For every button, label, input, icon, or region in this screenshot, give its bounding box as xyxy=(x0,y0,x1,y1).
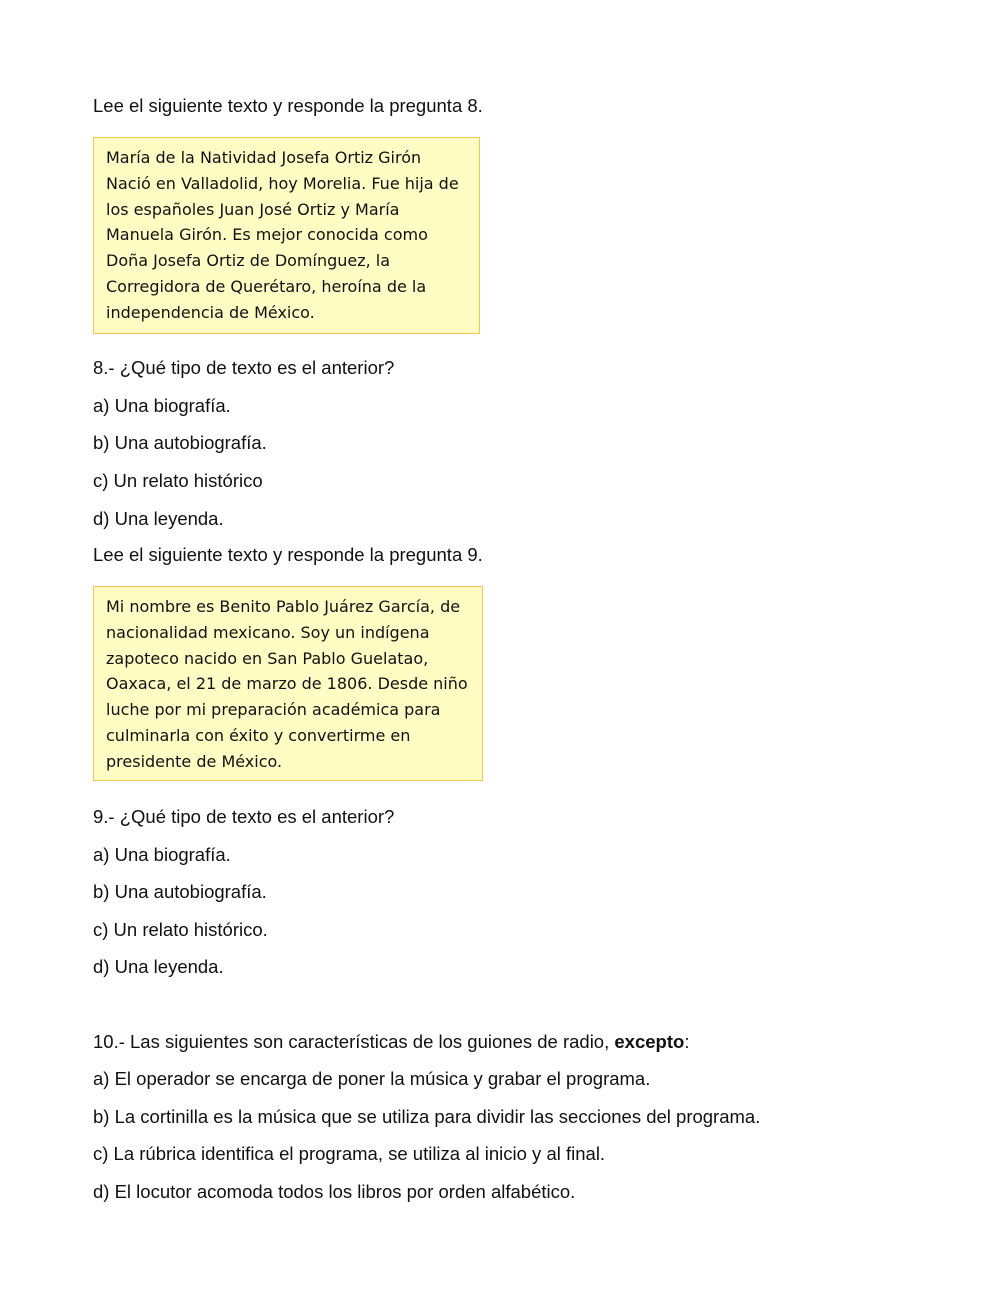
question-10-option-d: d) El locutor acomoda todos los libros por orden alfabético. xyxy=(93,1181,576,1202)
passage-9-line: nacionalidad mexicano. Soy un indígena xyxy=(106,622,430,642)
question-8-option-a: a) Una biografía. xyxy=(93,395,231,416)
question-10-option-a: a) El operador se encarga de poner la música y grabar el programa. xyxy=(93,1068,651,1089)
question-9-option-c: c) Un relato histórico. xyxy=(93,919,268,940)
question-10 xyxy=(93,1031,689,1053)
passage-9-line: culminarla con éxito y convertirme en xyxy=(106,725,411,745)
question-8-option-b: b) Una autobiografía. xyxy=(93,432,267,453)
question-10-option-c: c) La rúbrica identifica el programa, se utiliza al inicio y al final. xyxy=(93,1143,606,1164)
passage-box-8 xyxy=(93,137,480,334)
question-10-colon: : xyxy=(684,1031,690,1052)
question-10-option-b: b) La cortinilla es la música que se utiliza para dividir las secciones del programa. xyxy=(93,1106,761,1127)
passage-8-line: Corregidora de Querétaro, heroína de la xyxy=(106,276,427,296)
question-8: 8.- ¿Qué tipo de texto es el anterior? xyxy=(93,357,395,378)
question-9: 9.- ¿Qué tipo de texto es el anterior? xyxy=(93,806,395,827)
passage-9-line: Oaxaca, el 21 de marzo de 1806. Desde niño xyxy=(106,674,468,694)
passage-8-line: Doña Josefa Ortiz de Domínguez, la xyxy=(106,251,391,271)
passage-8-line: María de la Natividad Josefa Ortiz Girón xyxy=(106,148,422,167)
passage-9-line: luche por mi preparación académica para xyxy=(106,700,441,720)
question-8-option-c: c) Un relato histórico xyxy=(93,470,263,491)
question-10-emphasis: excepto xyxy=(614,1031,685,1052)
question-10-text: 10.- Las siguientes son características de los guiones de radio, xyxy=(93,1031,615,1052)
question-8-option-d: d) Una leyenda. xyxy=(93,508,224,529)
question-9-option-b: b) Una autobiografía. xyxy=(93,881,267,902)
question-9-option-d: d) Una leyenda. xyxy=(93,956,224,977)
passage-8-line: independencia de México. xyxy=(106,302,315,322)
passage-box-9 xyxy=(93,586,483,781)
passage-8-line: Nació en Valladolid, hoy Morelia. Fue hija de xyxy=(106,173,459,193)
passage-8-line: los españoles Juan José Ortiz y María xyxy=(106,199,400,219)
intro-8: Lee el siguiente texto y responde la pregunta 8. xyxy=(93,95,483,116)
intro-9: Lee el siguiente texto y responde la pregunta 9. xyxy=(93,544,483,565)
passage-9-line: presidente de México. xyxy=(106,751,283,771)
passage-9-line: zapoteco nacido en San Pablo Guelatao, xyxy=(106,648,429,668)
passage-8-line: Manuela Girón. Es mejor conocida como xyxy=(106,225,428,245)
passage-9-line: Mi nombre es Benito Pablo Juárez García, de xyxy=(106,597,461,616)
question-9-option-a: a) Una biografía. xyxy=(93,844,231,865)
